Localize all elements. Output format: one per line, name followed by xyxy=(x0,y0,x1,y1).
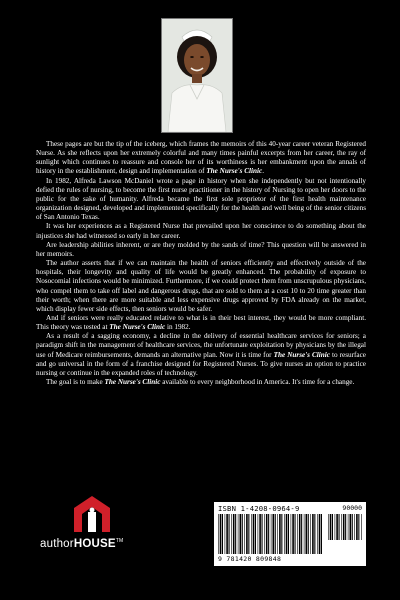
barcode-bar xyxy=(288,514,289,554)
blurb-paragraph xyxy=(36,314,366,332)
barcode-bar xyxy=(304,514,305,554)
barcode-bar xyxy=(220,514,222,554)
barcode-bar xyxy=(312,514,314,554)
barcode-bar xyxy=(218,514,219,554)
barcode-bar xyxy=(297,514,298,554)
barcode-bar xyxy=(330,514,332,540)
blurb-text: It was her experiences as a Registered Nurse that prevailed upon her conscience to do something about the injustices she had witnessed so early in her career. xyxy=(36,222,366,240)
barcode-bar xyxy=(321,514,322,554)
barcode-bar xyxy=(343,514,345,540)
authorhouse-logo xyxy=(52,494,132,534)
blurb-text: These pages are but the tip of the iceberg, which frames the memoirs of this 40-year career veteran Registered Nurse. As she reflects upon her extremely colorful and many times painful excerpts from her career, the ray of sunlight which continues to reassure and console her of its worthiness is her embankment upon the annals of history in the establishment, design and implementation of xyxy=(36,140,366,176)
author-photo xyxy=(161,18,233,133)
barcode-bar xyxy=(235,514,236,554)
blurb-paragraph xyxy=(36,222,366,240)
barcode-bar xyxy=(248,514,249,554)
barcode-bar xyxy=(275,514,276,554)
barcode-bars xyxy=(218,514,324,554)
blurb-paragraph xyxy=(36,241,366,259)
barcode-bar xyxy=(238,514,239,554)
barcode-bar xyxy=(268,514,269,554)
barcode-bar xyxy=(361,514,362,540)
author-portrait-image xyxy=(162,19,232,132)
barcode-bar xyxy=(350,514,352,540)
barcode-bar xyxy=(240,514,242,554)
barcode-bar xyxy=(262,514,263,554)
barcode-bar xyxy=(231,514,232,554)
barcode-bar xyxy=(336,514,338,540)
blurb-text: And if seniors were really educated relative to what is in their best interest, they would be more compliant. This theory was tested at xyxy=(36,313,366,332)
blurb-paragraph xyxy=(36,332,366,378)
barcode-bar xyxy=(348,514,349,540)
barcode-bar xyxy=(339,514,340,540)
blurb-paragraph xyxy=(36,140,366,177)
clinic-name-italic: The Nurse's Clinic xyxy=(104,378,161,387)
barcode-bar xyxy=(328,514,329,540)
blurb-paragraph xyxy=(36,259,366,314)
barcode-bar xyxy=(314,514,315,554)
barcode-bar xyxy=(259,514,261,554)
barcode-bar xyxy=(295,514,296,554)
barcode-bar xyxy=(264,514,265,554)
barcode-bar xyxy=(358,514,359,540)
barcode-bar xyxy=(341,514,342,540)
barcode-bar xyxy=(258,514,259,554)
blurb-text: in 1982. xyxy=(165,323,191,332)
barcode-bar xyxy=(266,514,268,554)
blurb-text: to resurface and go universal in the form of a franchise designed for Registered Nurses. To give nurses an option to practice nursing or continue in the expanded roles of technology. xyxy=(36,350,366,377)
blurb-text: The goal is to make xyxy=(46,378,105,387)
barcode-bar xyxy=(255,514,256,554)
publisher-name-part1: author xyxy=(40,538,74,550)
barcode-bar xyxy=(352,514,353,540)
barcode-bar xyxy=(251,514,252,554)
barcode-bar xyxy=(301,514,302,554)
blurb-text: In 1982, Alfreda Lawson McDaniel wrote a page in history when she independently but not intentionally defied the rules of nursing, to become the first nurse practitioner in the history of Nursing to open her doors to the public for the sake of humanity. Alfreda became the first sole proprietor of the first health maintenance organization designed, developed and implemented specifically for the health and well being of the senior citizens of San Antonio Texas. xyxy=(36,176,366,222)
barcode-bar xyxy=(284,514,285,554)
barcode-bar xyxy=(310,514,311,554)
blurb-paragraph xyxy=(36,177,366,223)
barcode-bar xyxy=(308,514,309,554)
barcode-bar xyxy=(299,514,301,554)
barcode-bar xyxy=(317,514,318,554)
barcode-bar xyxy=(354,514,355,540)
barcode-bar xyxy=(225,514,226,554)
barcode-bar xyxy=(335,514,336,540)
barcode-bar xyxy=(244,514,245,554)
trademark-mark: TM xyxy=(115,538,124,545)
barcode-bar xyxy=(356,514,358,540)
barcode-bar xyxy=(277,514,278,554)
barcode-bar xyxy=(246,514,248,554)
addon-barcode-bars xyxy=(328,514,362,540)
isbn-barcode xyxy=(214,502,366,566)
barcode-bar xyxy=(281,514,282,554)
blurb-text: . xyxy=(262,167,264,176)
barcode-bar xyxy=(222,514,223,554)
barcode-bar xyxy=(292,514,294,554)
isbn-number: ISBN 1-4208-0964-9 xyxy=(218,504,300,513)
barcode-bar xyxy=(229,514,230,554)
clinic-name-italic: The Nurse's Clinic xyxy=(109,323,166,332)
blurb-paragraph xyxy=(36,378,366,387)
barcode-bar xyxy=(253,514,255,554)
publisher-name-part2: HOUSE xyxy=(73,538,116,550)
barcode-bar xyxy=(226,514,228,554)
clinic-name-italic: The Nurse's Clinic xyxy=(273,350,330,359)
blurb-text: The author asserts that if we can maintain the health of seniors efficiently and effectively outside of the hospitals, their longevity and quality of life would be greatly enhanced. The probability of exposure to Nosocomial infections would be minimized. Furthermore, if we could protect them from unscrupulous physicians, who compel them to take off label and dangerous drugs, that are sold to them at a cost 10 to 20 time greater than their worth; when there are more suitable and less expensive drugs approved by FDA already on the market, which display fewer side effects, then seniors would be safer. xyxy=(36,259,366,313)
barcode-bar xyxy=(242,514,243,554)
blurb-text: Are leadership abilities inherent, or are they molded by the sands of time? This question will be answered in her memoirs. xyxy=(36,240,366,258)
barcode-bar xyxy=(319,514,321,554)
price-code: 90000 xyxy=(342,504,362,512)
back-cover-blurb xyxy=(36,140,366,387)
publisher-name xyxy=(40,538,123,550)
blurb-text: As a result of a sagging economy, a decline in the delivery of essential healthcare services for seniors; a paradigm shift in the management of healthcare services, the unfortunate exploitation by physicians by the illegal use of Medicare reimbursements, demands an alternative plan. Now it is time for xyxy=(36,332,366,359)
barcode-digits: 9 781420 809848 xyxy=(218,555,282,563)
barcode-bar xyxy=(271,514,272,554)
barcode-bar xyxy=(345,514,346,540)
barcode-bar xyxy=(291,514,292,554)
barcode-bar xyxy=(279,514,281,554)
barcode-bar xyxy=(332,514,333,540)
clinic-name-italic: The Nurse's Clinic xyxy=(206,167,263,176)
barcode-bar xyxy=(306,514,308,554)
blurb-text: available to every neighborhood in America. It's time for a change. xyxy=(160,378,355,387)
barcode-bar xyxy=(273,514,275,554)
barcode-bar xyxy=(233,514,235,554)
barcode-bar xyxy=(286,514,288,554)
